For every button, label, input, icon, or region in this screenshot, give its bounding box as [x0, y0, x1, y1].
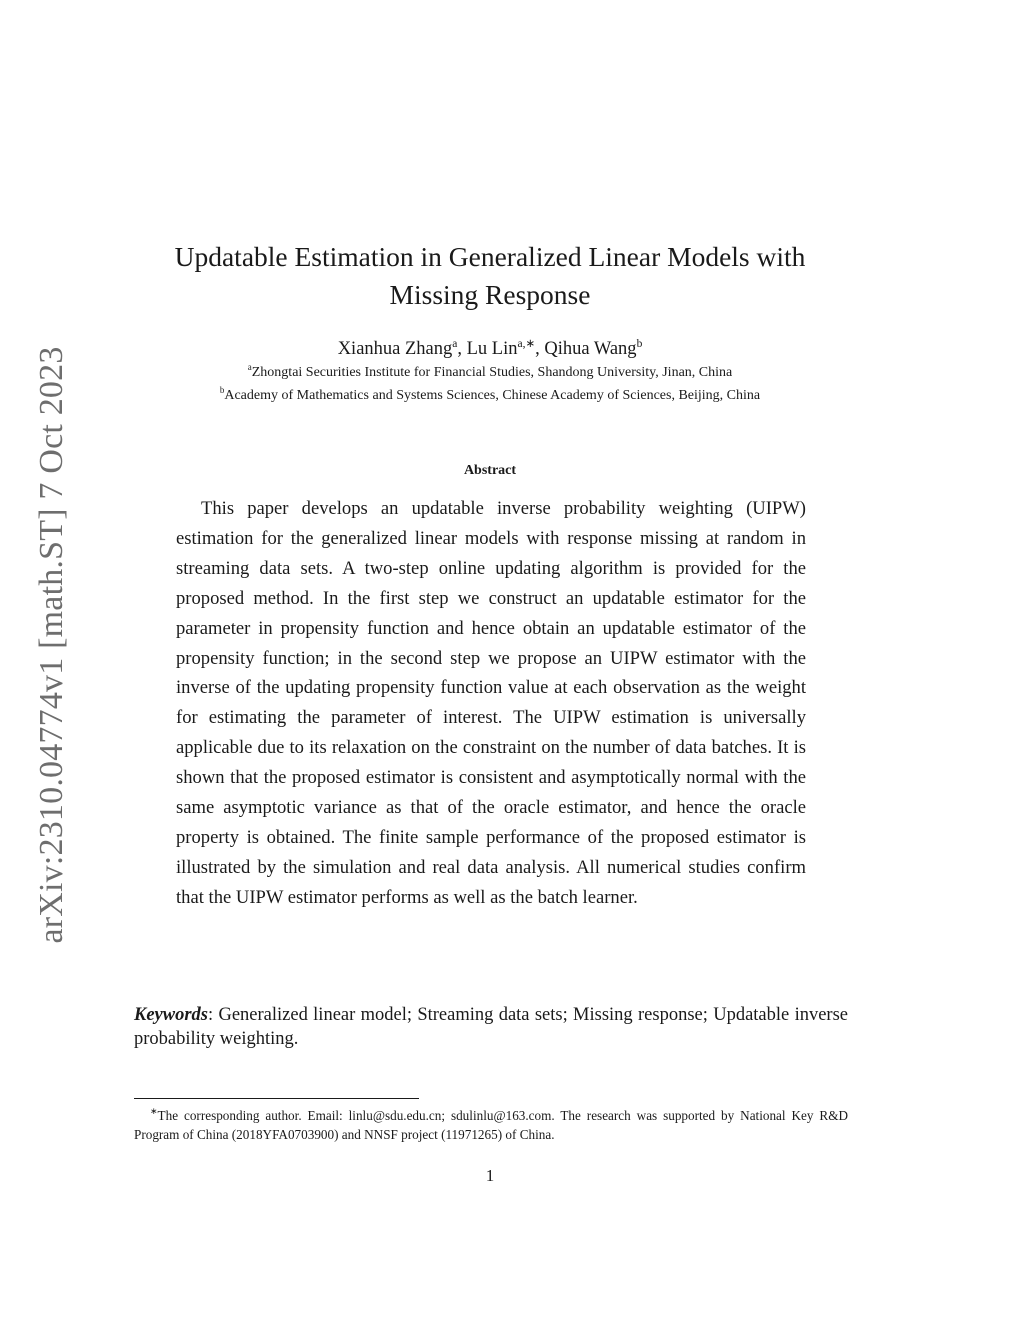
affiliation-b	[140, 385, 840, 404]
paper-title	[140, 238, 840, 314]
author-name: Lu Lin	[466, 339, 518, 359]
author-name: Qihua Wang	[544, 339, 637, 359]
affiliation-text: Zhongtai Securities Institute for Financial Studies, Shandong University, Jinan, China	[251, 365, 733, 380]
author-affiliation-mark: b	[636, 338, 643, 350]
author-list	[140, 336, 840, 360]
affiliation-text: Academy of Mathematics and Systems Sciences, Chinese Academy of Sciences, Beijing, China	[224, 388, 761, 403]
author-affiliation-mark: a	[452, 338, 458, 350]
author-name: Xianhua Zhang	[337, 339, 453, 359]
title-line-2: Missing Response	[389, 279, 591, 310]
affiliation-a	[140, 362, 840, 381]
footnote-divider	[134, 1098, 419, 1099]
arxiv-identifier-stamp: arXiv:2310.04774v1 [math.ST] 7 Oct 2023	[33, 346, 70, 944]
author-affiliation-mark: a,∗	[517, 338, 536, 350]
footnote-text: The corresponding author. Email: linlu@sdu.edu.cn; sdulinlu@163.com. The research was supported by National Key R&D Program of China (2018YFA0703900) and NNSF project (11971265) of China.	[134, 1108, 848, 1142]
affiliation-mark: a	[247, 362, 252, 372]
author-separator: ,	[457, 339, 467, 359]
abstract-body: This paper develops an updatable inverse probability weighting (UIPW) estimation for the generalized linear models with response missing at random in streaming data sets. A two-step online updating algorithm is provided for the proposed method. In the first step we construct an updatable estimator for the parameter in propensity function and hence obtain an updatable estimator of the propensity function; in the second step we propose an UIPW estimator with the inverse of the updating propensity function value at each observation as the weight for estimating the parameter of interest. The UIPW estimation is universally applicable due to its relaxation on the constraint on the number of data batches. It is shown that the proposed estimator is consistent and asymptotically normal with the same asymptotic variance as that of the oracle estimator, and hence the oracle property is obtained. The finite sample performance of the proposed estimator is illustrated by the simulation and real data analysis. All numerical studies confirm that the UIPW estimator performs as well as the batch learner.	[176, 498, 806, 908]
title-line-1: Updatable Estimation in Generalized Linear Models with	[174, 241, 806, 272]
keywords-label: Keywords	[134, 1005, 208, 1025]
page-number: 1	[485, 1166, 495, 1185]
author-separator: ,	[535, 339, 545, 359]
footnote	[134, 1102, 848, 1144]
keywords-paragraph	[134, 1003, 848, 1051]
footnote-mark: ∗	[150, 1106, 158, 1116]
abstract-heading: Abstract	[463, 463, 517, 478]
affiliation-mark: b	[219, 385, 225, 395]
keywords-text: : Generalized linear model; Streaming data sets; Missing response; Updatable inverse probability weighting.	[134, 1005, 848, 1049]
